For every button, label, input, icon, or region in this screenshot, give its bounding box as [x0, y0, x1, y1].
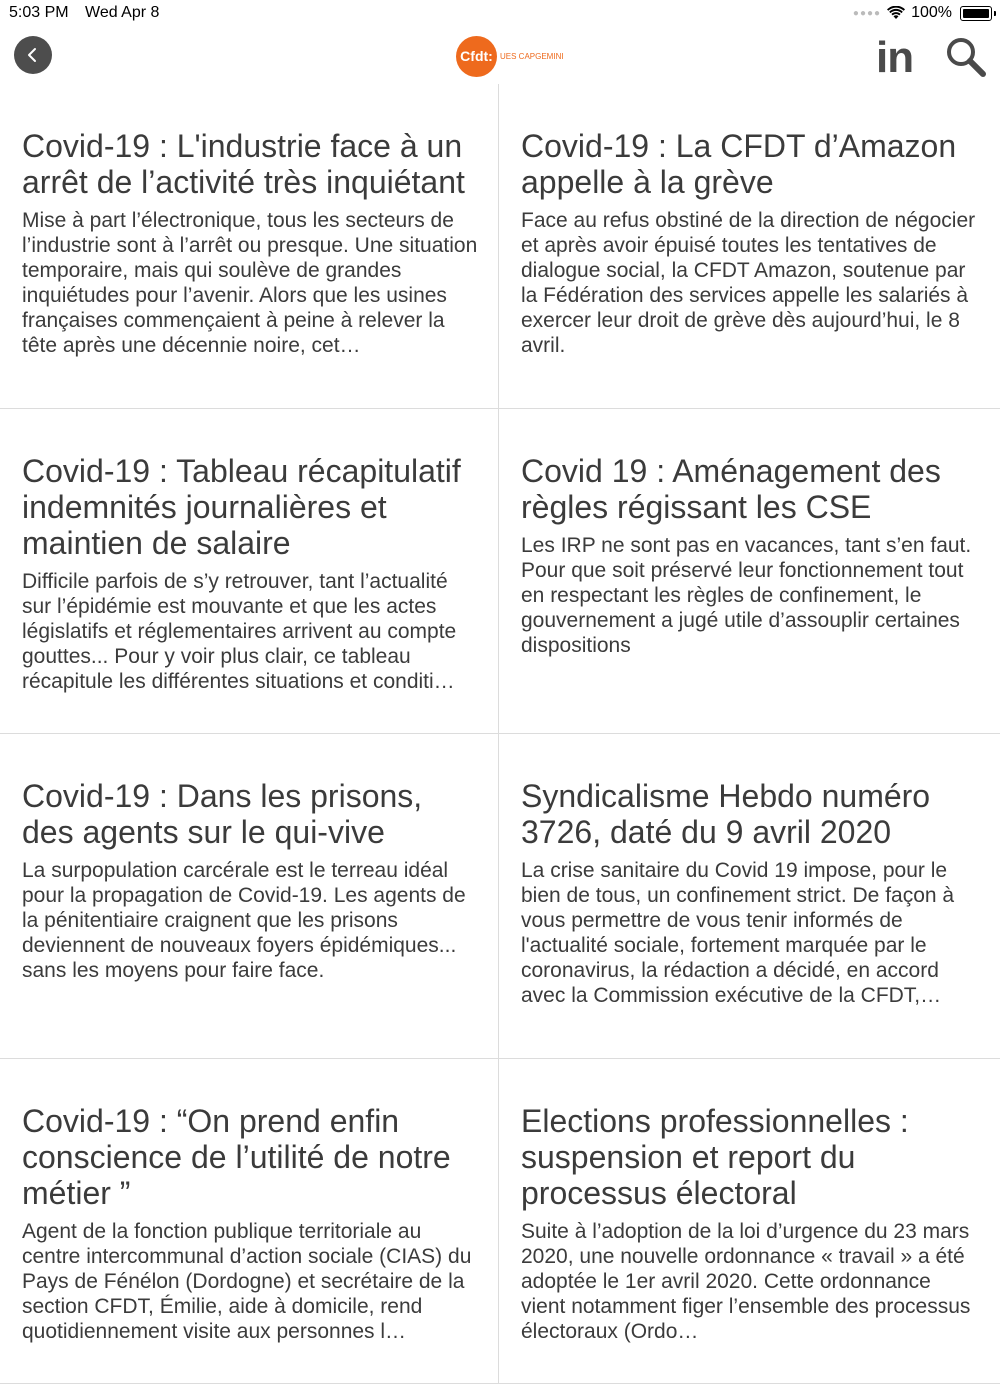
article-card[interactable] [0, 84, 499, 409]
article-card[interactable] [499, 409, 1000, 734]
article-title: Covid-19 : La CFDT d’Amazon appelle à la grève [521, 128, 957, 200]
article-title: Covid-19 : Dans les prisons, des agents sur le qui-vive [22, 778, 423, 850]
article-title: Covid-19 : L'industrie face à un arrêt de l’activité très inquiétant [22, 128, 465, 200]
logo-subtitle: UES CAPGEMINI [500, 51, 564, 61]
article-title: Covid-19 : “On prend enfin conscience de l’utilité de notre métier ” [22, 1103, 451, 1211]
article-title: Covid 19 : Aménagement des règles régissant les CSE [521, 453, 941, 525]
article-card[interactable] [0, 409, 499, 734]
status-bar [0, 0, 1000, 28]
article-excerpt: Agent de la fonction publique territoriale au centre intercommunal d’action sociale (CIAS) du Pays de Fénélon (Dordogne) et secrétaire de la section CFDT, Émilie, aide à domicile, rend quotidiennement visite aux personnes l… [22, 1220, 472, 1343]
search-icon[interactable] [945, 36, 987, 78]
article-title: Syndicalisme Hebdo numéro 3726, daté du 9 avril 2020 [521, 778, 931, 850]
chevron-left-icon [24, 46, 42, 64]
article-title: Elections professionnelles : suspension et report du processus électoral [521, 1103, 909, 1211]
logo-mark: Cfdt: [456, 36, 497, 77]
article-excerpt: Difficile parfois de s’y retrouver, tant l’actualité sur l’épidémie est mouvante et que les actes législatifs et réglementaires arrivent au compte gouttes... Pour y voir plus clair, ce tableau récapitule les différentes situations et conditi… [22, 570, 457, 693]
article-excerpt: La surpopulation carcérale est le terreau idéal pour la propagation de Covid-19. Les agents de la pénitentiaire craignent que les prisons deviennent de nouveaux foyers épidémiques... sans les moyens pour faire face. [22, 859, 466, 982]
article-excerpt: Les IRP ne sont pas en vacances, tant s’en faut. Pour que soit préservé leur fonctionnement tout en respectant les règles de confinement, le gouvernement a jugé utile d’assouplir certaines dispositions [521, 534, 972, 657]
article-card[interactable] [0, 1059, 499, 1384]
article-card[interactable] [499, 734, 1000, 1059]
nav-bar [0, 28, 1000, 84]
article-card[interactable] [499, 84, 1000, 409]
articles-grid [0, 84, 1000, 1343]
battery-percentage: 100% [911, 4, 952, 21]
article-excerpt: Suite à l’adoption de la loi d’urgence du 23 mars 2020, une nouvelle ordonnance « travail » a été adoptée le 1er avril 2020. Cette ordonnance vient notamment figer l’ensemble des processus électoraux (Ordo… [521, 1220, 971, 1343]
battery-icon [960, 6, 992, 21]
status-date: Wed Apr 8 [85, 4, 160, 21]
article-excerpt: Face au refus obstiné de la direction de négocier et après avoir épuisé toutes les tentatives de dialogue social, la CFDT Amazon, soutenue par la Fédération des services appelle les salariés à exercer leur droit de grève dès aujourd’hui, le 8 avril. [521, 209, 976, 357]
status-time: 5:03 PM [9, 4, 69, 21]
status-indicators [853, 4, 992, 22]
article-title: Covid-19 : Tableau récapitulatif indemnités journalières et maintien de salaire [22, 453, 461, 561]
article-excerpt: La crise sanitaire du Covid 19 impose, pour le bien de tous, un confinement strict. De façon à vous permettre de vous tenir informés de l'actualité sociale, fortement marquée par le coronavirus, la rédaction a décidé, en accord avec la Commission exécutive de la CFDT,… [521, 859, 955, 1007]
back-button[interactable] [14, 36, 52, 74]
wifi-icon [887, 6, 905, 20]
cellular-signal-icon: ●●●● [852, 7, 882, 19]
article-excerpt: Mise à part l’électronique, tous les secteurs de l’industrie sont à l’arrêt ou presque. Une situation temporaire, mais qui soulève de grandes inquiétudes pour l’avenir. Alors que les usines françaises commençaient à peine à relever la tête après une décennie noire, cet… [22, 209, 478, 357]
linkedin-icon[interactable]: in [876, 33, 914, 82]
cfdt-logo [456, 36, 564, 76]
article-card[interactable] [499, 1059, 1000, 1384]
article-card[interactable] [0, 734, 499, 1059]
